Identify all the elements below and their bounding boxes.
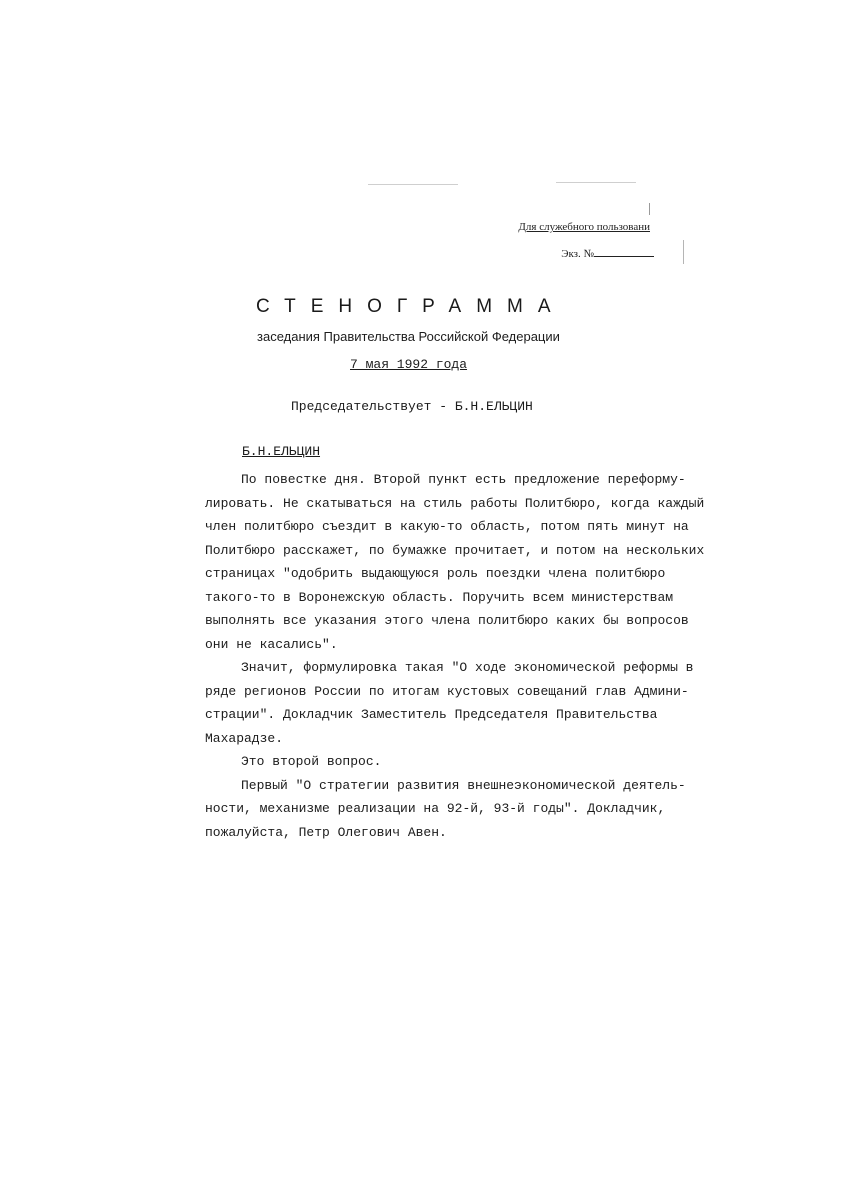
text-line: страции". Докладчик Заместитель Председателя Правительства xyxy=(205,707,658,722)
restriction-stamp: Для служебного пользовани xyxy=(518,221,650,233)
scan-artifact xyxy=(649,203,650,215)
text-line: По повестке дня. Второй пункт есть предложение переформу- xyxy=(241,472,686,487)
text-line: страницах "одобрить выдающуюся роль поездки члена политбюро xyxy=(205,566,666,581)
text-line: ности, механизме реализации на 92-й, 93-й годы". Докладчик, xyxy=(205,801,666,816)
text-line: Первый "О стратегии развития внешнеэкономической деятель- xyxy=(241,777,686,793)
scan-artifact xyxy=(683,240,684,264)
text-line: выполнять все указания этого члена политбюро каких бы вопросов xyxy=(205,613,689,628)
chair-line: Председательствует - Б.Н.ЕЛЬЦИН xyxy=(291,399,533,414)
speaker-name: Б.Н.ЕЛЬЦИН xyxy=(242,444,321,459)
text-line: такого-то в Воронежскую область. Поручить всем министерствам xyxy=(205,589,674,605)
text-line: Махарадзе. xyxy=(205,730,284,746)
text-line: Политбюро расскажет, по бумажке прочитает, и потом на нескольких xyxy=(205,542,705,558)
text-line: лировать. Не скатываться на стиль работы Политбюро, когда каждый xyxy=(205,495,705,511)
text-line: член политбюро съездит в какую-то область, потом пять минут на xyxy=(205,519,689,534)
text-line: Это второй вопрос. xyxy=(241,754,382,769)
copy-number-blank xyxy=(594,246,654,257)
text-line: пожалуйста, Петр Олегович Авен. xyxy=(205,824,447,840)
document-title: СТЕНОГРАММА xyxy=(256,296,566,317)
text-line: они не касались". xyxy=(205,636,338,652)
copy-number-field xyxy=(561,246,654,260)
document-date: 7 мая 1992 года xyxy=(350,357,468,372)
text-line: ряде регионов России по итогам кустовых совещаний глав Админи- xyxy=(205,683,689,699)
copy-number-label: Экз. № xyxy=(561,248,594,260)
scan-artifact xyxy=(556,182,636,183)
scan-artifact xyxy=(368,184,458,185)
transcript-body xyxy=(205,468,705,844)
document-subtitle: заседания Правительства Российской Федерации xyxy=(257,329,560,344)
text-line: Значит, формулировка такая "О ходе экономической реформы в xyxy=(241,660,694,675)
